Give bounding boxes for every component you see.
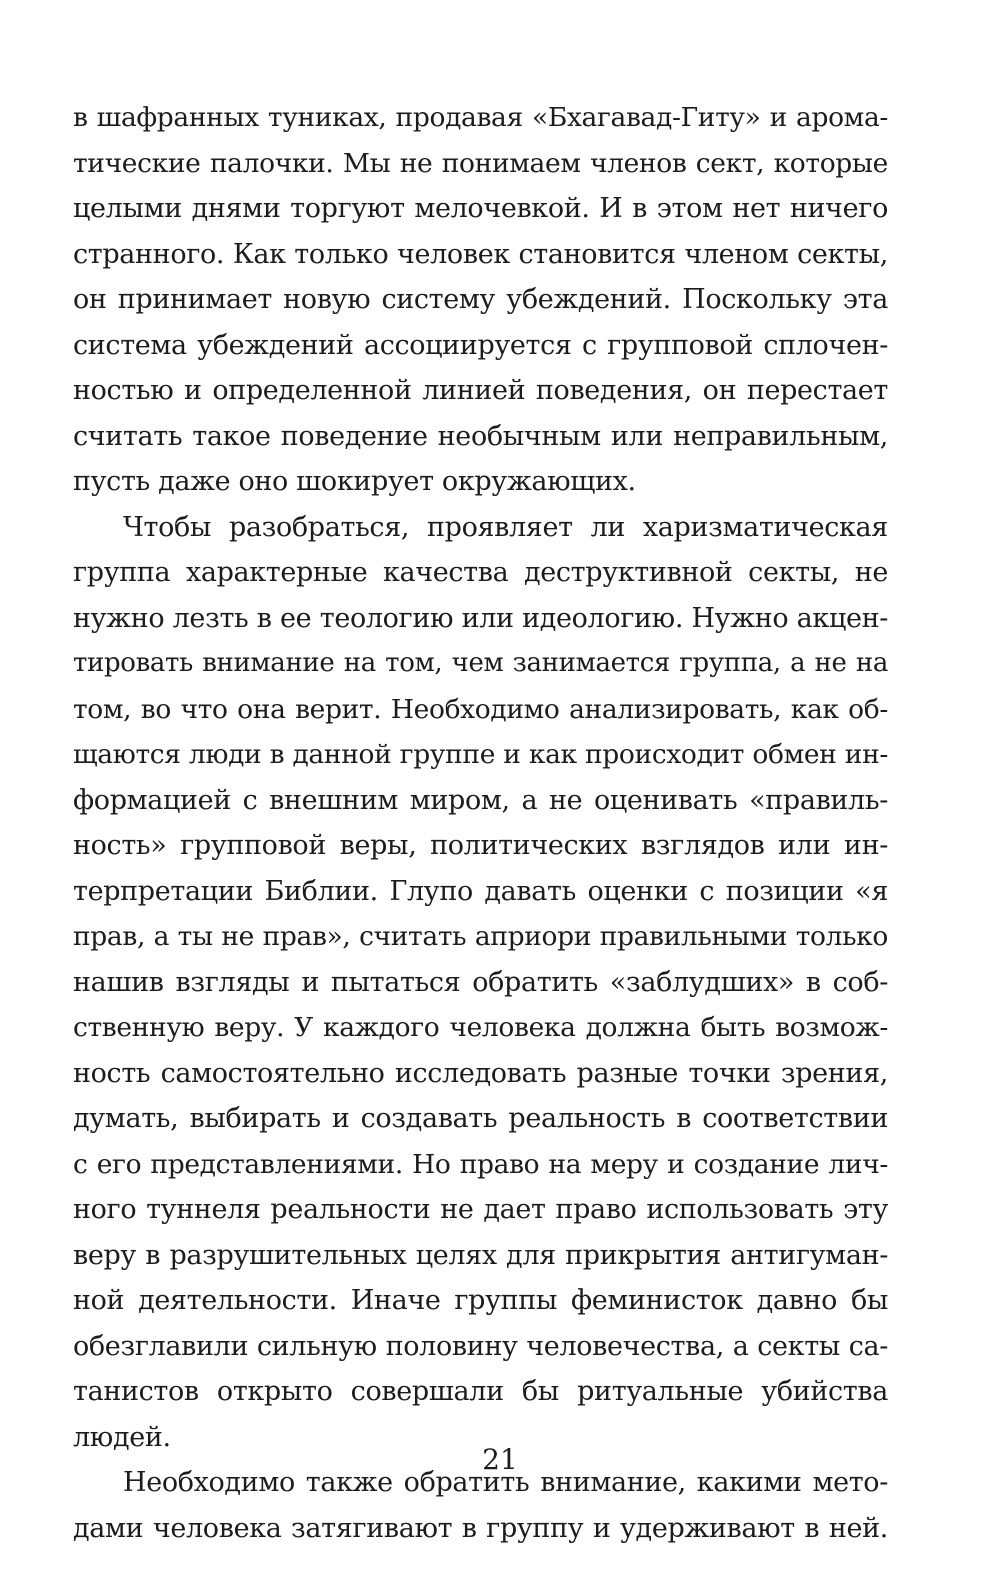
text-line: Необходимо также обратить внимание, какими мето- <box>123 1467 888 1498</box>
text-line: Чтобы разобраться, проявляет ли харизматическая <box>123 511 888 543</box>
text-line: он принимает новую систему убеждений. Поскольку эта <box>73 284 888 315</box>
text-line: тировать внимание на том, чем занимается группа, а не на <box>73 648 888 678</box>
text-line: тические палочки. Мы не понимаем членов сект, которые <box>73 147 888 179</box>
text-line: система убеждений ассоциируется с групповой сплочен- <box>73 329 888 361</box>
text-line: щаются люди в данной группе и как происходит обмен ин- <box>73 739 888 770</box>
page-number: 21 <box>482 1443 518 1476</box>
text-line: странного. Как только человек становится членом секты, <box>73 238 888 270</box>
text-line: том, во что она верит. Необходимо анализировать, как об- <box>73 693 888 725</box>
text-line: целыми днями торгуют мелочевкой. И в этом нет ничего <box>73 193 888 224</box>
text-line: нашив взгляды и пытаться обратить «заблудших» в соб- <box>73 966 888 998</box>
text-line: дами человека затягивают в группу и удерживают в ней. <box>73 1512 888 1544</box>
text-line: считать такое поведение необычным или неправильным, <box>73 420 888 452</box>
text-line: ственную веру. У каждого человека должна быть возмож- <box>73 1012 888 1043</box>
text-line: ного туннеля реальности не дает право использовать эту <box>73 1194 888 1225</box>
text-line: с его представлениями. Но право на меру и создание лич- <box>73 1148 888 1180</box>
text-line: думать, выбирать и создавать реальность в соответствии <box>73 1103 888 1134</box>
text-line: людей. <box>73 1421 171 1453</box>
text-line: танистов открыто совершали бы ритуальные убийства <box>73 1376 888 1407</box>
text-line: группа характерные качества деструктивной секты, не <box>73 557 888 588</box>
text-line: обезглавили сильную половину человечества, а секты са- <box>73 1330 888 1362</box>
text-line: ностью и определенной линией поведения, он перестает <box>73 375 888 406</box>
text-line: ность самостоятельно исследовать разные точки зрения, <box>73 1057 888 1089</box>
body-text <box>73 95 888 1551</box>
text-line: ность» групповой веры, политических взглядов или ин- <box>73 830 888 861</box>
text-line: в шафранных туниках, продавая «Бхагавад-Гиту» и арома- <box>73 102 888 133</box>
text-line: формацией с внешним миром, а не оценивать «правиль- <box>73 784 888 816</box>
text-line: ной деятельности. Иначе группы феминисток давно бы <box>73 1285 888 1316</box>
text-line: веру в разрушительных целях для прикрытия антигуман- <box>73 1239 888 1271</box>
text-line: терпретации Библии. Глупо давать оценки с позиции «я <box>73 875 888 907</box>
text-line: пусть даже оно шокирует окружающих. <box>73 466 636 497</box>
text-line: нужно лезть в ее теологию или идеологию. Нужно акцен- <box>73 602 888 634</box>
text-line: прав, а ты не прав», считать априори правильными только <box>73 921 888 952</box>
